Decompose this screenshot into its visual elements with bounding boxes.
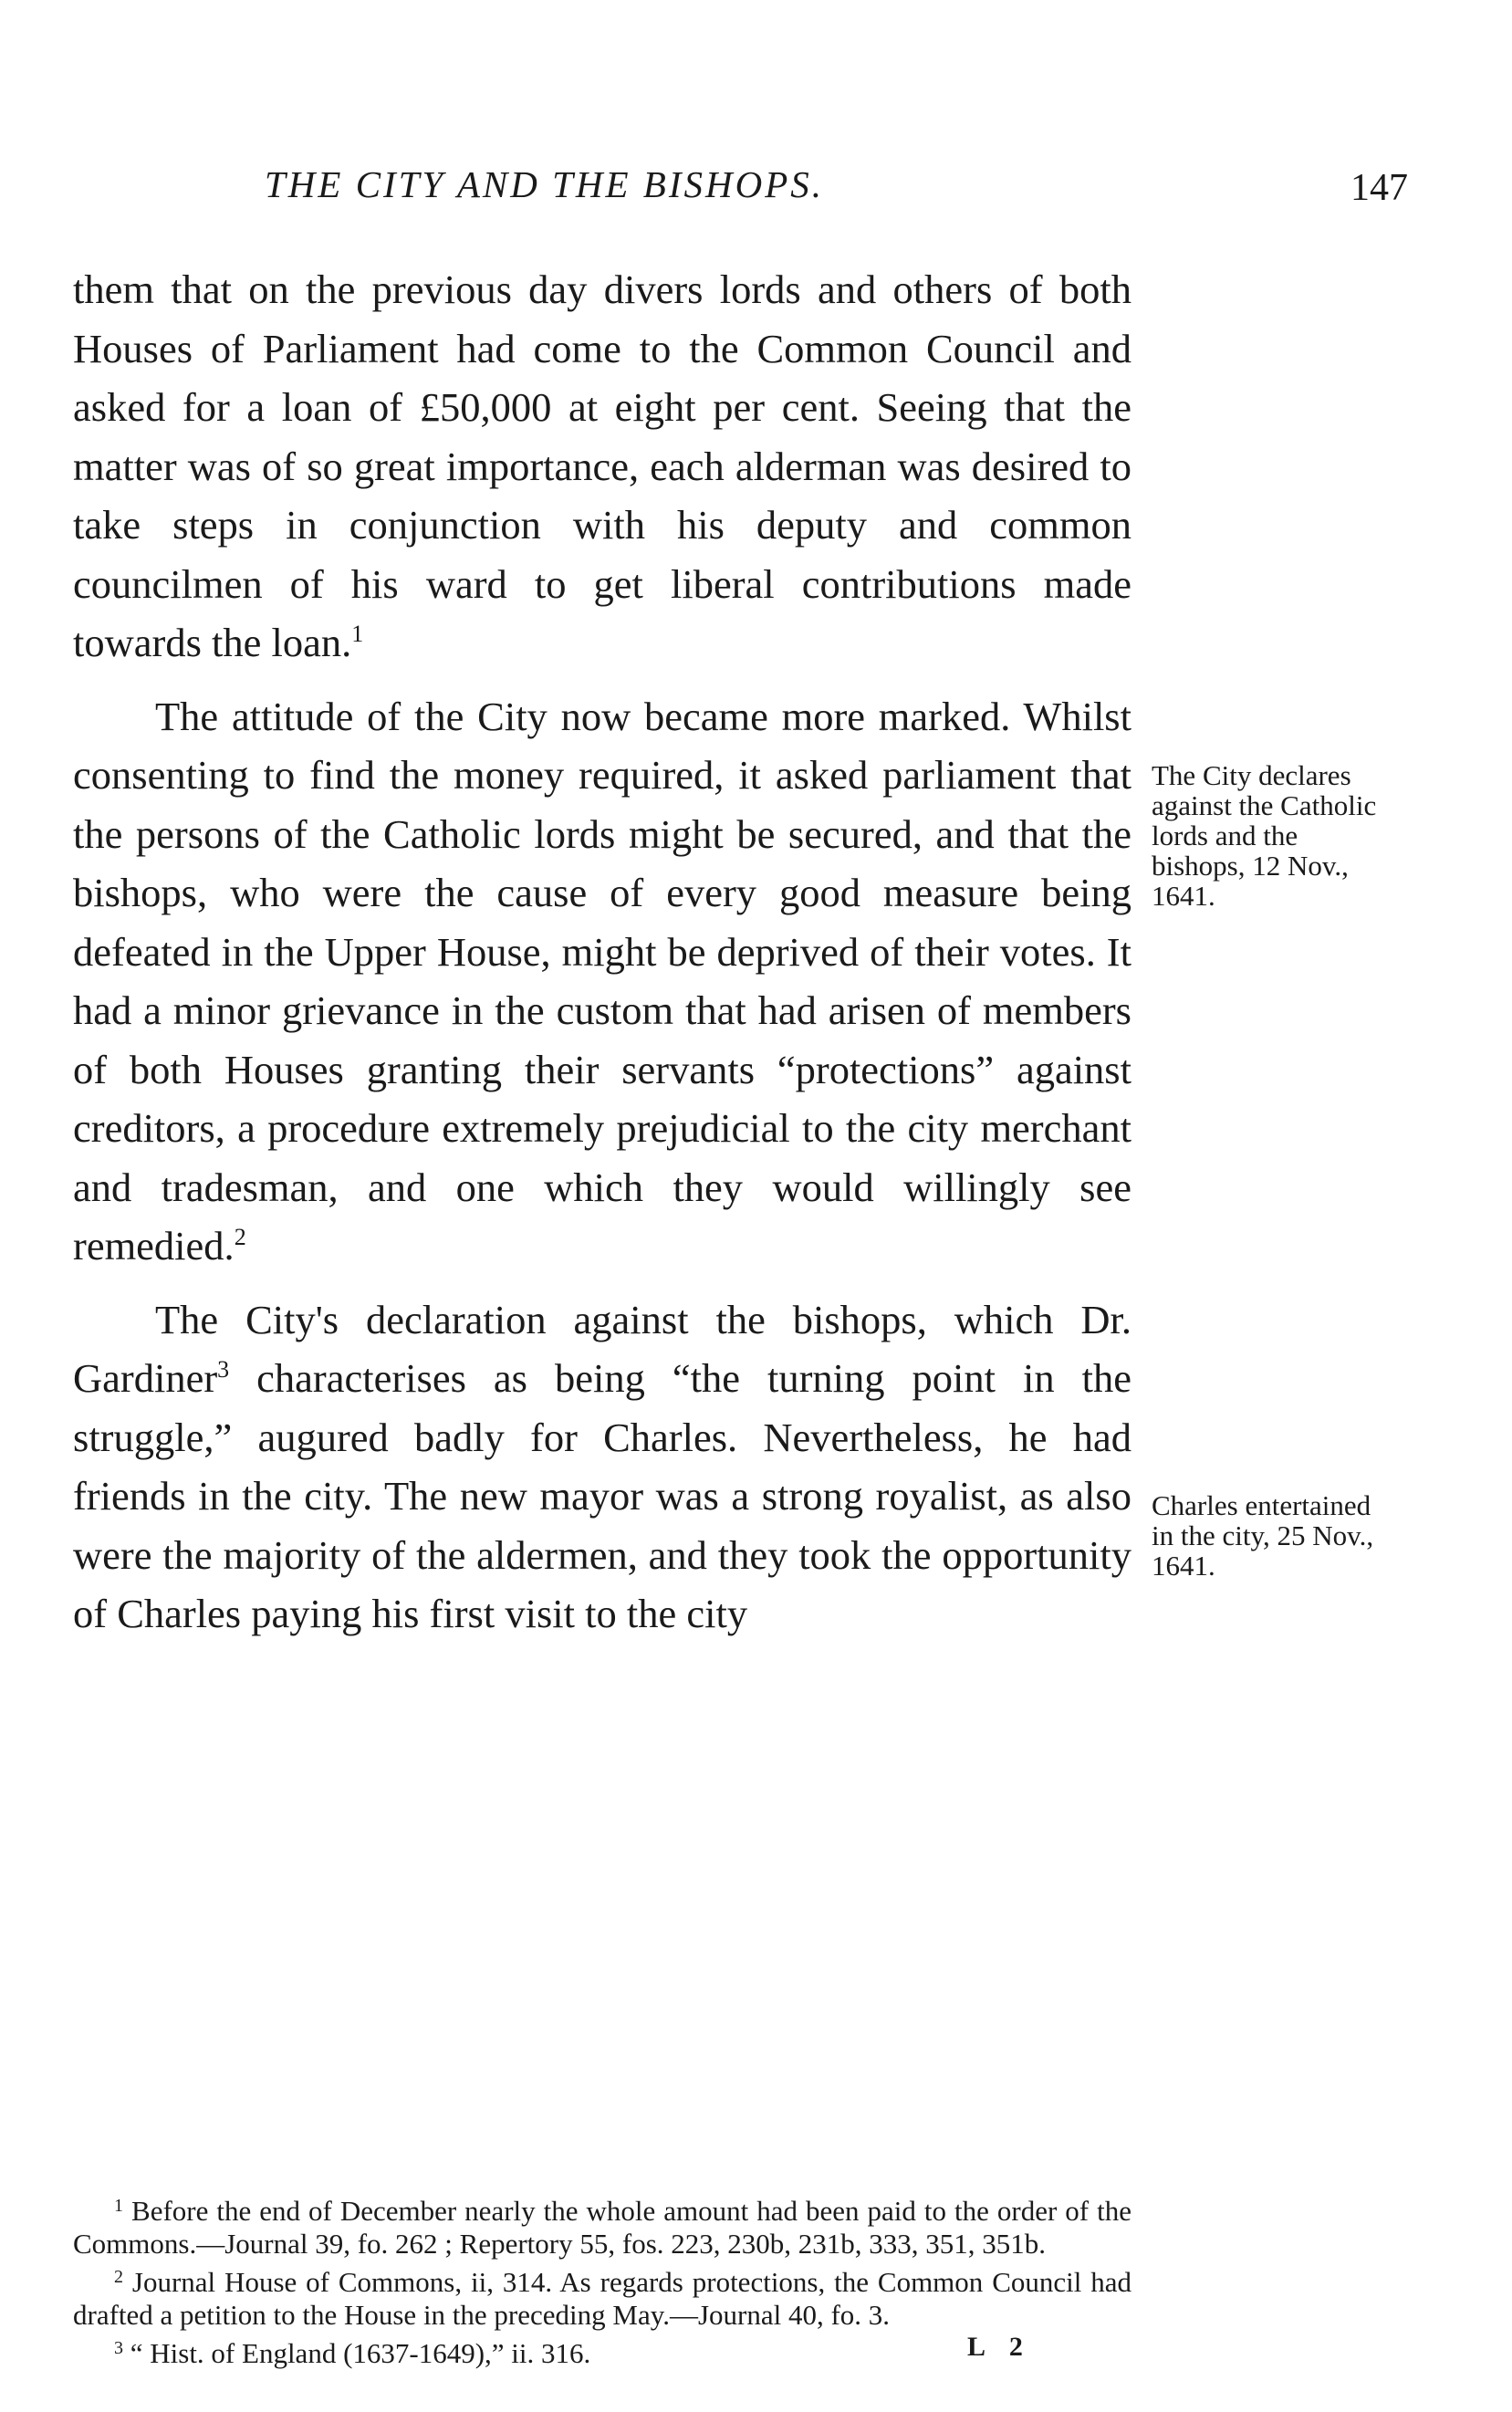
- running-head: [73, 162, 1408, 217]
- paragraph-1-text: them that on the previous day divers lords and others of both Houses of Parliament had come to the Common Council and asked for a loan of £50,000 at eight per cent. Seeing that the matter was of so great importance, each alderman was desired to take steps in conjunction with his deputy and common councilmen of his ward to get liberal contributions made towards the loan.: [73, 266, 1131, 665]
- footnote-2-mark: 2: [114, 2267, 123, 2287]
- footnote-ref-3: 3: [217, 1356, 230, 1383]
- margin-note-2: Charles entertained in the city, 25 Nov., 1641.: [1152, 1489, 1374, 1582]
- footnote-2-text: Journal House of Commons, ii, 314. As regards protections, the Common Council had drafted a petition to the House in the preceding May.—Journal 40, fo. 3.: [73, 2266, 1132, 2331]
- paragraph-3: [73, 1290, 1131, 1644]
- paragraph-3-text-a: The City's declaration against the bishops, which Dr. Gardiner: [73, 1296, 1131, 1401]
- page-number: 147: [1350, 167, 1408, 209]
- main-text: [73, 260, 1131, 1644]
- signature-mark: L 2: [967, 2332, 1032, 2362]
- footnote-1: [73, 2195, 1131, 2261]
- footnote-3-mark: 3: [114, 2338, 123, 2358]
- footnote-ref-2: 2: [234, 1224, 246, 1250]
- footnote-3-text: “ Hist. of England (1637-1649),” ii. 316.: [130, 2337, 591, 2369]
- paragraph-2: [73, 687, 1131, 1276]
- paragraph-3-text-b: characterises as being “the turning point in the struggle,” augured badly for Charles. Nevertheless, he had friends in the city. The new mayor was a strong royalist, as also were the majority of the aldermen, and they took the opportunity of Charles paying his first visit to the city: [73, 1355, 1131, 1636]
- footnote-ref-1: 1: [351, 621, 364, 647]
- margin-note-1: The City declares against the Catholic lords and the bishops, 12 Nov., 1641.: [1152, 759, 1377, 912]
- footnote-1-text: Before the end of December nearly the whole amount had been paid to the order of the Commons.—Journal 39, fo. 262 ; Repertory 55, fos. 223, 230b, 231b, 333, 351, 351b.: [73, 2195, 1132, 2260]
- footnote-2: [73, 2266, 1131, 2332]
- paragraph-2-text: The attitude of the City now became more marked. Whilst consenting to find the money required, it asked parliament that the persons of the Catholic lords might be secured, and that the bishops, who were the cause of every good measure being defeated in the Upper House, might be deprived of their votes. It had a minor grievance in the custom that had arisen of members of both Houses granting their servants “protections” against creditors, a procedure extremely prejudicial to the city merchant and tradesman, and one which they would willingly see remedied.: [73, 693, 1131, 1269]
- running-title: THE CITY AND THE BISHOPS.: [265, 163, 824, 205]
- footnote-1-mark: 1: [114, 2196, 123, 2216]
- paragraph-1: [73, 260, 1131, 673]
